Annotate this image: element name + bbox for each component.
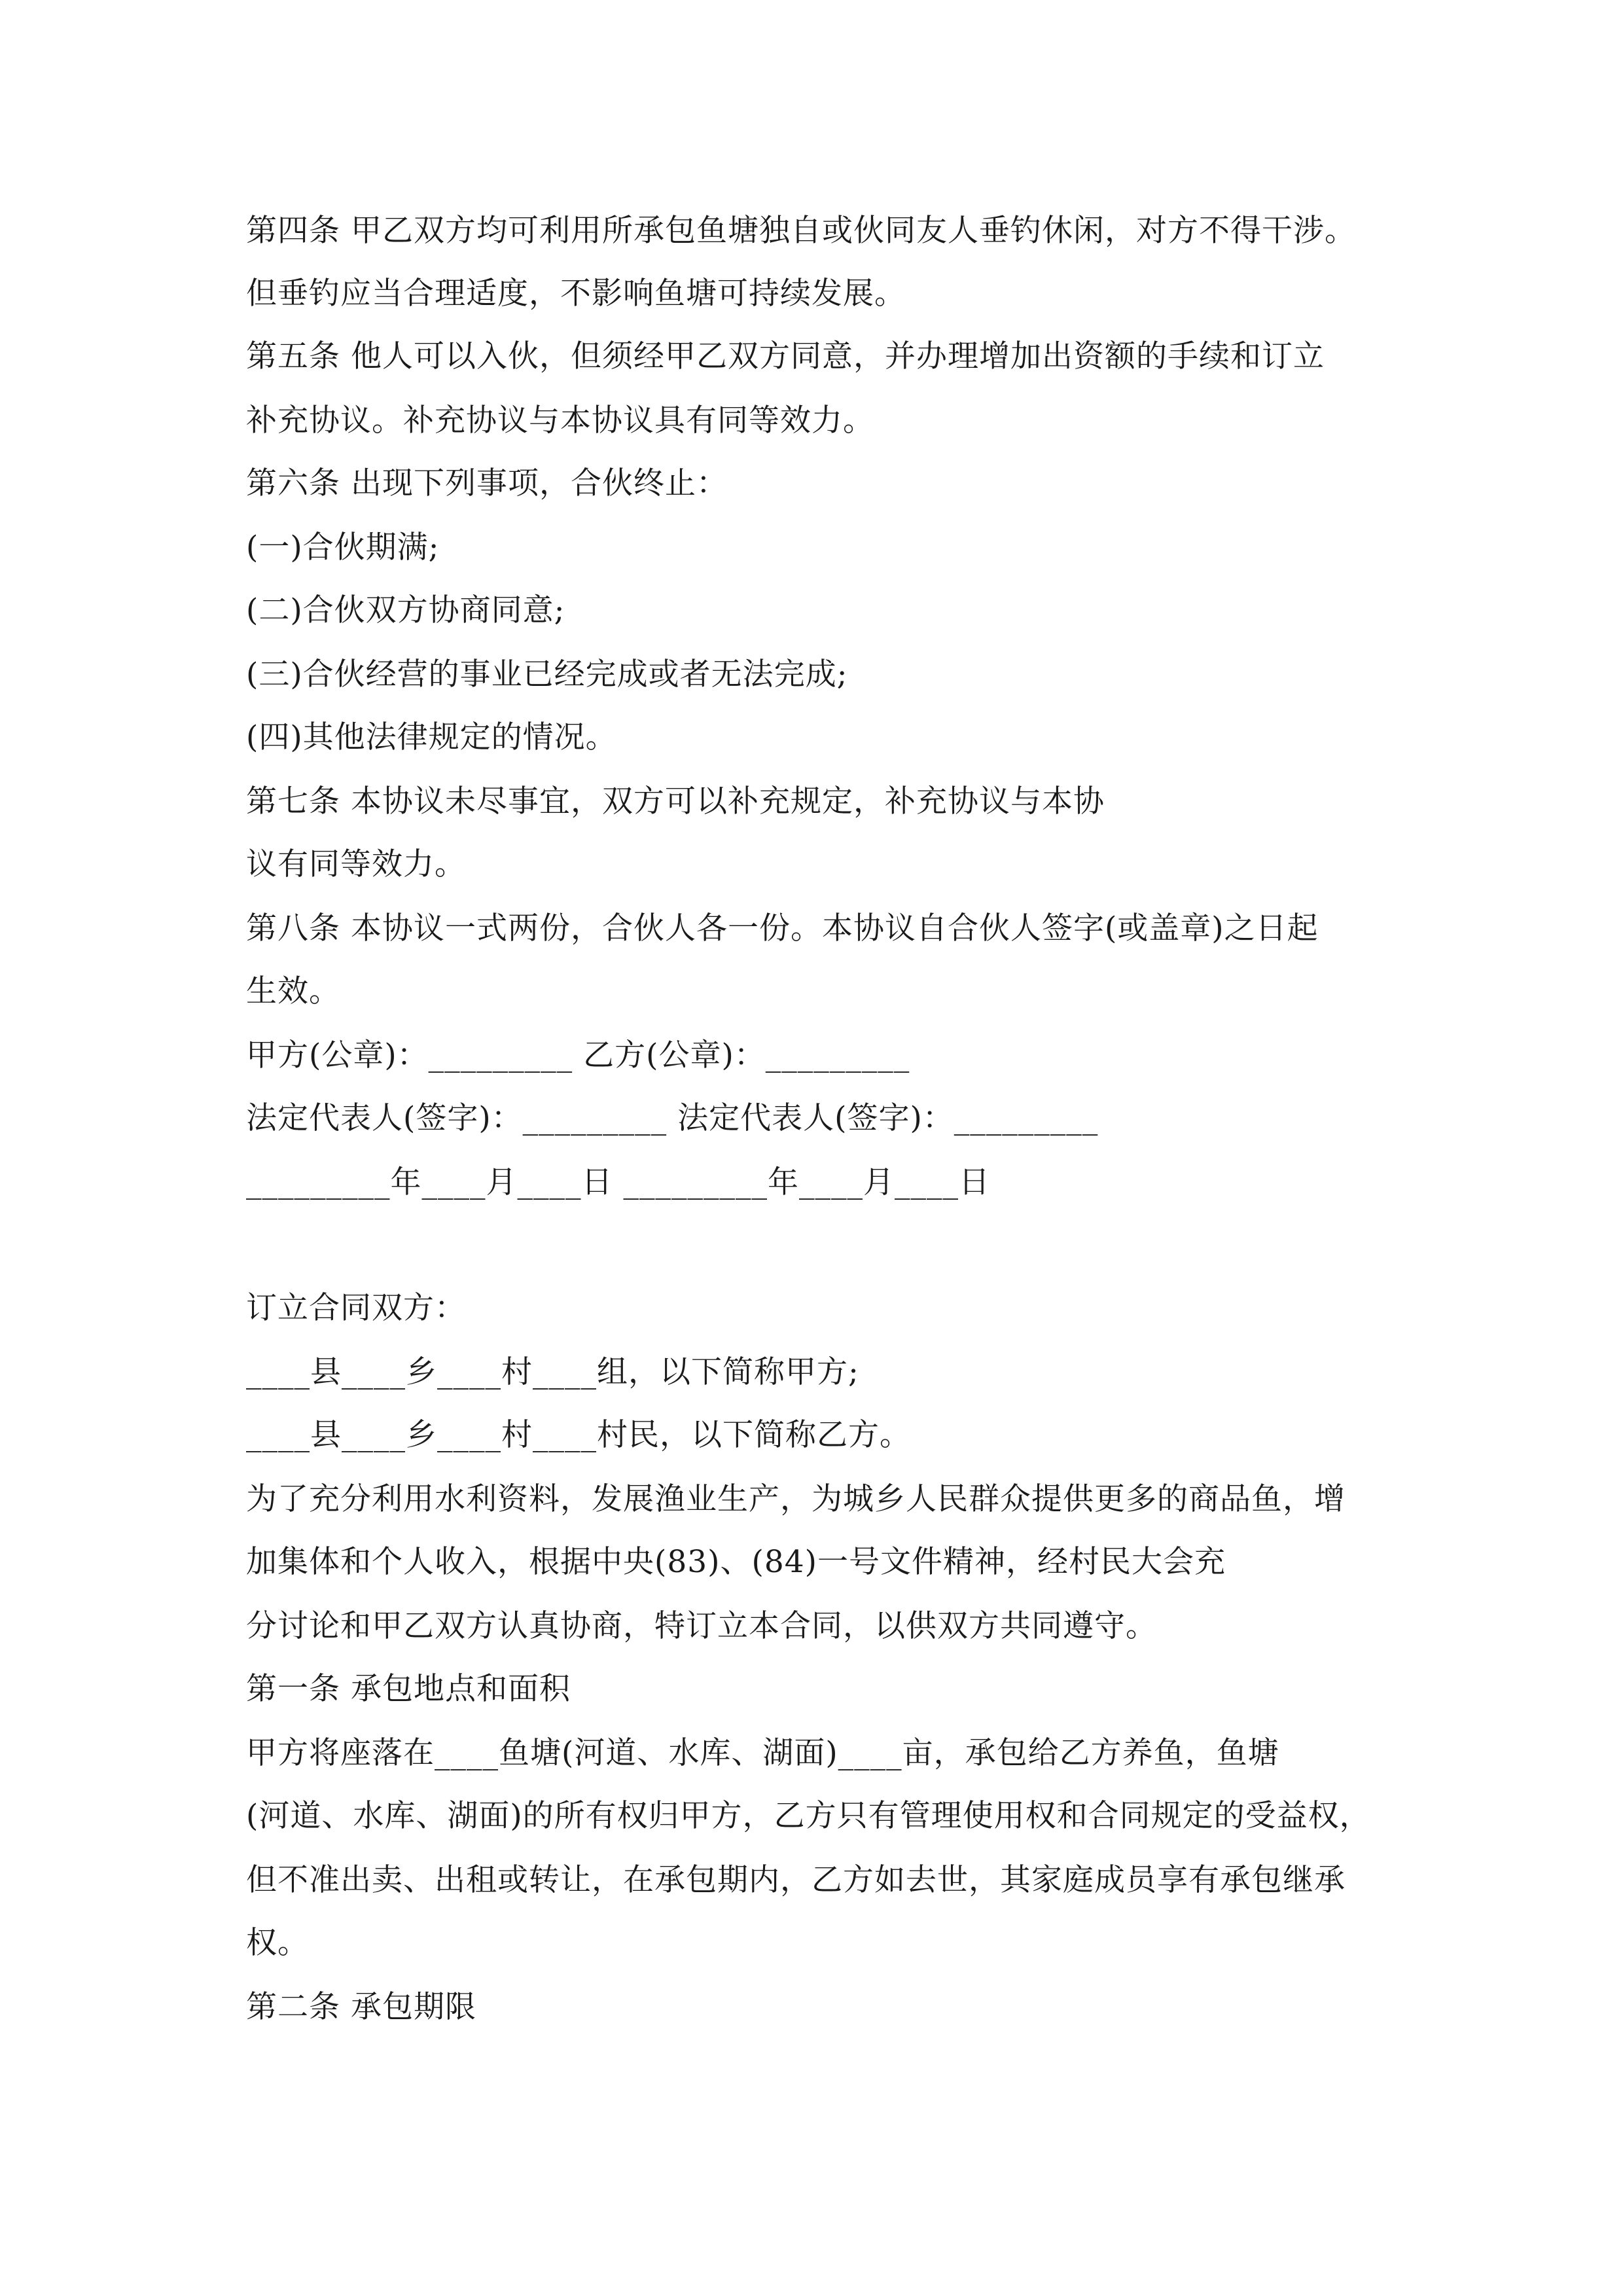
clause-7-line-2: 议有同等效力。	[246, 846, 466, 882]
clause-7-line-1: 第七条 本协议未尽事宜，双方可以补充规定，补充协议与本协	[246, 783, 1105, 819]
preamble-line-2: 加集体和个人收入，根据中央(83)、(84)一号文件精神，经村民大会充	[246, 1544, 1226, 1580]
clause-4-line-2: 但垂钓应当合理适度，不影响鱼塘可持续发展。	[246, 276, 906, 312]
article-1-heading: 第一条 承包地点和面积	[246, 1671, 571, 1707]
contract-parties-heading: 订立合同双方：	[246, 1290, 466, 1326]
article-1-line-4: 权。	[246, 1925, 309, 1961]
preamble-line-3: 分讨论和甲乙双方认真协商，特订立本合同，以供双方共同遵守。	[246, 1608, 1157, 1644]
clause-6-heading: 第六条 出现下列事项，合伙终止：	[246, 465, 728, 501]
date-line: _________年____月____日 _________年____月____日	[246, 1164, 990, 1200]
seal-line: 甲方(公章)：_________ 乙方(公章)：_________	[246, 1037, 910, 1073]
article-1-line-3: 但不准出卖、出租或转让，在承包期内，乙方如去世，其家庭成员享有承包继承	[246, 1862, 1346, 1898]
clause-8-line-1: 第八条 本协议一式两份，合伙人各一份。本协议自合伙人签字(或盖章)之日起	[246, 910, 1319, 946]
clause-4-line-1: 第四条 甲乙双方均可利用所承包鱼塘独自或伙同友人垂钓休闲，对方不得干涉。	[246, 213, 1356, 249]
clause-6-item-4: (四)其他法律规定的情况。	[246, 719, 617, 755]
preamble-line-1: 为了充分利用水利资料，发展渔业生产，为城乡人民群众提供更多的商品鱼，增	[246, 1481, 1346, 1517]
party-b-line: ____县____乡____村____村民，以下简称乙方。	[246, 1417, 911, 1453]
signature-line: 法定代表人(签字)：_________ 法定代表人(签字)：_________	[246, 1100, 1099, 1136]
clause-5-line-1: 第五条 他人可以入伙，但须经甲乙双方同意，并办理增加出资额的手续和订立	[246, 338, 1325, 374]
clause-6-item-3: (三)合伙经营的事业已经完成或者无法完成;	[246, 656, 848, 692]
clause-8-line-2: 生效。	[246, 973, 340, 1009]
article-1-line-2: (河道、水库、湖面)的所有权归甲方，乙方只有管理使用权和合同规定的受益权，	[246, 1798, 1371, 1834]
article-1-line-1: 甲方将座落在____鱼塘(河道、水库、湖面)____亩，承包给乙方养鱼，鱼塘	[246, 1735, 1279, 1771]
clause-5-line-2: 补充协议。补充协议与本协议具有同等效力。	[246, 403, 874, 439]
clause-6-item-2: (二)合伙双方协商同意;	[246, 592, 565, 628]
article-2-heading: 第二条 承包期限	[246, 1989, 476, 2025]
party-a-line: ____县____乡____村____组，以下简称甲方;	[246, 1354, 859, 1390]
clause-6-item-1: (一)合伙期满;	[246, 529, 440, 565]
